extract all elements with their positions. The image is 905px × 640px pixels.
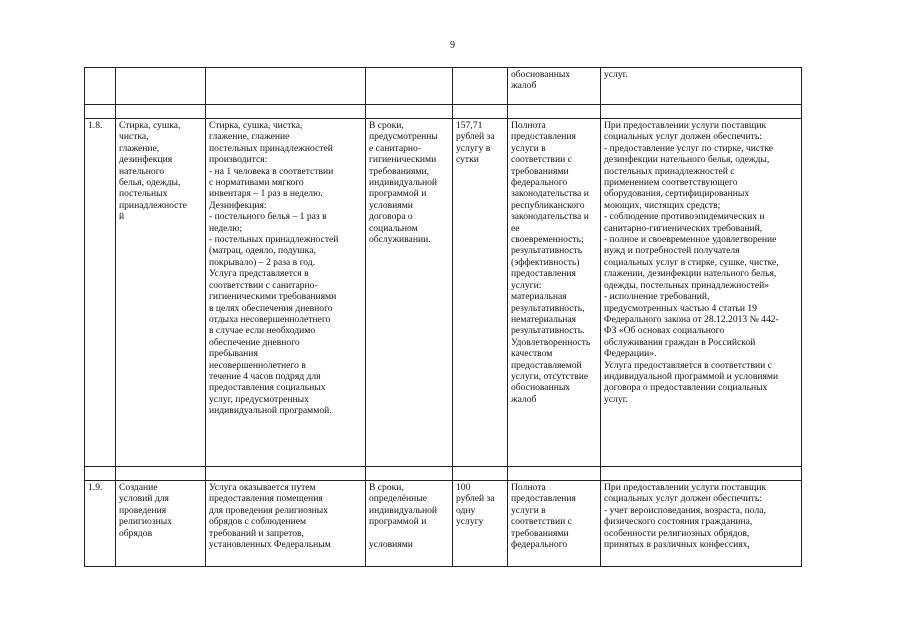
cell-service-name <box>116 68 206 105</box>
cell-quality-indicators: Полнота предоставления услуги в соответствии с требованиями федерального законодательства и республиканского законодательства и ее своевременность; результативность (эффективность) предоставления услуги: материальная результативность, нематериальная результативность. Удовлетворенность качеством предоставляемой услуги, отсутствие обоснованных жалоб <box>508 119 601 467</box>
cell-quality-indicators: обоснованных жалоб <box>508 68 601 105</box>
table-spacer-row <box>85 467 802 481</box>
cell-number: 1.9. <box>85 481 116 567</box>
cell-terms: В сроки, предусмотренны е санитарно- гигиеническими требованиями, индивидуальной программой и условиями договора о социальном обслуживании. <box>366 119 453 467</box>
cell-description: Стирка, сушка, чистка, глажение, глажение постельных принадлежностей производится: - на 1 человека в соответствии с нормативами мягкого инвентаря – 1 раз в неделю. Дезинфекция: - постельного белья – 1 раз в неделю; - постельных принадлежностей (матрац, одеяло, подушка, покрывало) – 2 раза в год. Услуга представляется в соответствии с санитарно- гигиеническими требованиями в целях обеспечения дневного отдыха несовершеннолетнего в случае если необходимо обеспечение дневного пребывания несовершеннолетнего в течение 4 часов подряд для предоставления социальных услуг, предусмотренных индивидуальной программой. <box>206 119 366 467</box>
cell-description <box>206 68 366 105</box>
cell-terms: В сроки, определённые индивидуальной программой и условиями <box>366 481 453 567</box>
cell-description: Услуга оказывается путем предоставления помещения для проведения религиозных обрядов с соблюдением требований и запретов, установленных Федеральным <box>206 481 366 567</box>
cell-conditions: услуг. <box>601 68 802 105</box>
table-row-continued <box>85 68 802 105</box>
cell-terms <box>366 68 453 105</box>
cell-quality-indicators: Полнота предоставления услуги в соответствии с требованиями федерального <box>508 481 601 567</box>
cell-price: 157,71 рублей за услугу в сутки <box>453 119 508 467</box>
cell-service-name: Создание условий для проведения религиозных обрядов <box>116 481 206 567</box>
cell-conditions: При предоставлении услуги поставщик социальных услуг должен обеспечить: - предоставление услуг по стирке, чистке дезинфекции нательного белья, одежды, постельных принадлежностей с применением соответствующего оборудования, сертифицированных моющих, чистящих средств; - соблюдение противоэпидемических и санитарно-гигиенических требований, - полное и своевременное удовлетворение нужд и потребностей получателя социальных услуг в стирке, сушке, чистке, глажении, дезинфекции нательного белья, одежды, постельных принадлежностей» - исполнение требований, предусмотренных частью 4 статьи 19 Федерального закона от 28.12.2013 № 442- ФЗ «Об основах социального обслуживания граждан в Российской Федерации». Услуга предоставляется в соответствии с индивидуальной программой и условиями договора о предоставлении социальных услуг. <box>601 119 802 467</box>
table-row-1-9 <box>85 481 802 567</box>
social-services-table <box>84 67 802 567</box>
cell-price: 100 рублей за одну услугу <box>453 481 508 567</box>
cell-number: 1.8. <box>85 119 116 467</box>
cell-service-name: Стирка, сушка, чистка, глажение, дезинфекция нательного белья, одежды, постельных принадлежносте й <box>116 119 206 467</box>
page-number: 9 <box>450 40 455 51</box>
table-row-1-8 <box>85 119 802 467</box>
cell-conditions: При предоставлении услуги поставщик социальных услуг должен обеспечить: - учет вероисповедания, возраста, пола, физического состояния гражданина, особенности религиозных обрядов, принятых в различных конфессиях, <box>601 481 802 567</box>
cell-price <box>453 68 508 105</box>
table-spacer-row <box>85 105 802 119</box>
cell-number <box>85 68 116 105</box>
